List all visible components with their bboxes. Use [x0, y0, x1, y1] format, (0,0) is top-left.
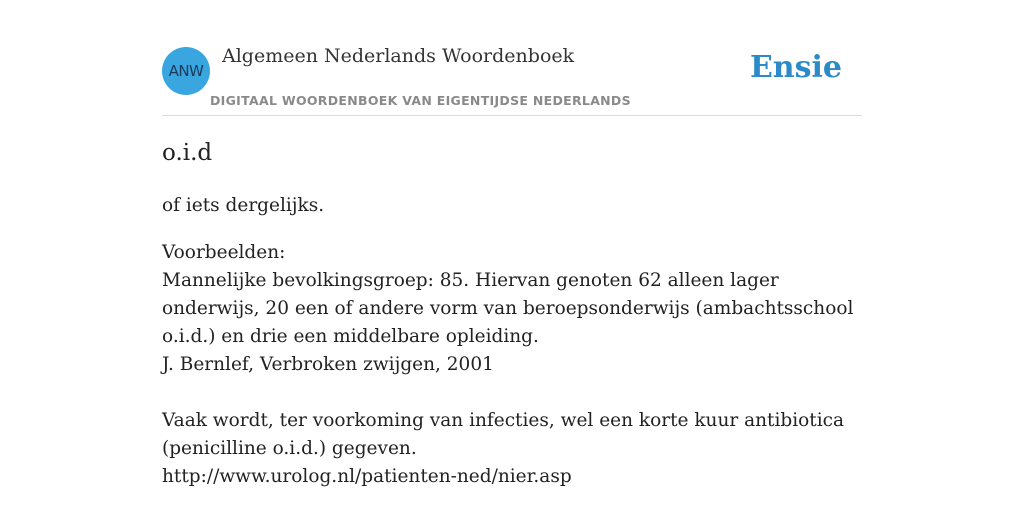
- header: [162, 0, 862, 116]
- dictionary-title[interactable]: Algemeen Nederlands Woordenboek: [222, 45, 575, 67]
- examples-label: Voorbeelden:: [162, 242, 286, 263]
- entry-definition: of iets dergelijks.: [162, 195, 325, 216]
- example-2-text: Vaak wordt, ter voorkoming van infecties, wel een korte kuur antibiotica (penicilline o.i.d.) gegeven.: [162, 410, 845, 459]
- example-separator: [162, 379, 862, 407]
- anw-logo[interactable]: ANW: [162, 47, 210, 95]
- example-1-source: J. Bernlef, Verbroken zwijgen, 2001: [162, 354, 494, 375]
- example-2-source: http://www.urolog.nl/patienten-ned/nier.asp: [162, 466, 572, 487]
- example-1-text: Mannelijke bevolkingsgroep: 85. Hiervan genoten 62 alleen lager onderwijs, 20 een of andere vorm van beroepsonderwijs (ambachtsschool o.i.d.) en drie een middelbare opleiding.: [162, 270, 854, 347]
- examples-section: [162, 239, 862, 491]
- dictionary-subtitle: DIGITAAL WOORDENBOEK VAN EIGENTIJDSE NEDERLANDS: [210, 93, 631, 108]
- ensie-brand-logo[interactable]: Ensie: [749, 50, 842, 85]
- entry-headword: o.i.d: [162, 140, 213, 166]
